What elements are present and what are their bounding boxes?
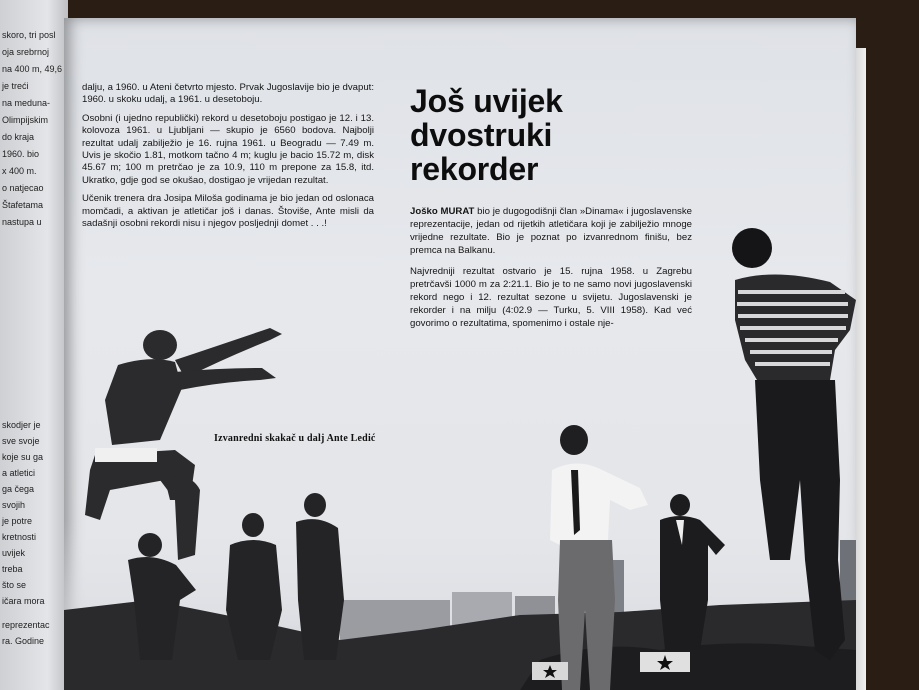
left-page-fragment: uvijek: [2, 548, 26, 558]
left-page-fragment: treba: [2, 564, 23, 574]
left-page-fragment: skodjer je: [2, 420, 41, 430]
left-page-fragment: je potre: [2, 516, 33, 526]
left-page-fragment: sve svoje: [2, 436, 40, 446]
left-page-fragment: Štafetama: [2, 200, 44, 210]
article-body: [410, 205, 692, 338]
lead-text: bio je dugogodišnji član »Dinama« i jugoslavenske reprezentacije, jedan od rijetkih atletičara koji je zabilježio mnoge vrijedne rezultate. Bio je poznat po izvanrednom finišu, bez premca na Balkanu.: [410, 206, 692, 256]
athlete-name: Joško MURAT: [410, 206, 475, 217]
left-page-fragment: ičara mora: [2, 596, 45, 606]
left-column-paragraph: Osobni (i ujedno republički) rekord u desetoboju postigao je 12. i 13. kolovoza 1961. u Ljubljani — skupio je 6560 bodova. Najbolji rezultat udalj zabilježio je 16. rujna 1961. u Beogradu — 7.49 m. Uvis je skočio 1.81, motkom tačno 4 m; kuglu je bacio 15.72 m, disk 45.67 m; 100 m pretrčao je za 10.9, 110 m prepone za 15.8, itd. Ukratko, gdje god se okušao, dostigao je vrijedan rezultat.: [82, 112, 374, 186]
headline-line: Još uvijek: [410, 83, 563, 119]
left-page-fragment: koje su ga: [2, 452, 44, 462]
left-page-fragment: 1960. bio: [2, 149, 40, 159]
article-headline: [410, 84, 630, 186]
headline-line: dvostruki: [410, 117, 553, 153]
left-page-fragment: ra. Godine: [2, 636, 45, 646]
left-column-text: [82, 82, 374, 236]
left-page-fragment: x 400 m.: [2, 166, 37, 176]
left-column-paragraph: Učenik trenera dra Josipa Miloša godinama je bio jedan od oslonaca momčadi, a aktivan je atletičar još i danas. Štoviše, Ante misli da sadašnji osobni rekordi nisu i njegov posljednji domet . . .!: [82, 193, 374, 230]
left-column-paragraph: dalju, a 1960. u Ateni četvrto mjesto. Prvak Jugoslavije bio je dvaput: 1960. u skoku udalj, a 1961. u desetoboju.: [82, 82, 374, 106]
left-page-fragment: je treći: [2, 81, 29, 91]
left-page-fragment: skoro, tri posl: [2, 30, 56, 40]
left-page-fragment: a atletici: [2, 468, 36, 478]
spectators-left: [128, 493, 344, 660]
left-page-fragment: što se: [2, 580, 27, 590]
left-page-fragment: svojih: [2, 500, 26, 510]
left-page-fragment: oja srebrnoj: [2, 47, 50, 57]
left-page-fragment: kretnosti: [2, 532, 37, 542]
left-page-fragment: reprezentac: [2, 620, 50, 630]
left-page-fragment: na 400 m, 49,6: [2, 64, 63, 74]
headline-line: rekorder: [410, 151, 539, 187]
photo-caption: Izvanredni skakač u dalj Ante Ledić: [214, 433, 376, 444]
article-paragraph: [410, 205, 692, 257]
left-page-fragment: do kraja: [2, 132, 35, 142]
left-page-fragment: nastupa u: [2, 217, 42, 227]
article-paragraph: Najvredniji rezultat ostvario je 15. rujna 1958. u Zagrebu pretrčavši 1000 m za 2:21.1. Bio je to ne samo novi jugoslavenski rekord nego i 12. rezultat sezone u svijetu. Jugoslavenski je rekorder i na milju (4:02.9 — Turku, 5. VIII 1958). Kad već govorimo o rezultatima, spomenimo i ostale nje-: [410, 266, 692, 329]
left-page-fragment: na meduna-: [2, 98, 51, 108]
left-page-fragment: ga čega: [2, 484, 35, 494]
left-page-fragment: Olimpijskim: [2, 115, 48, 125]
left-page-fragment: o natjecao: [2, 183, 44, 193]
